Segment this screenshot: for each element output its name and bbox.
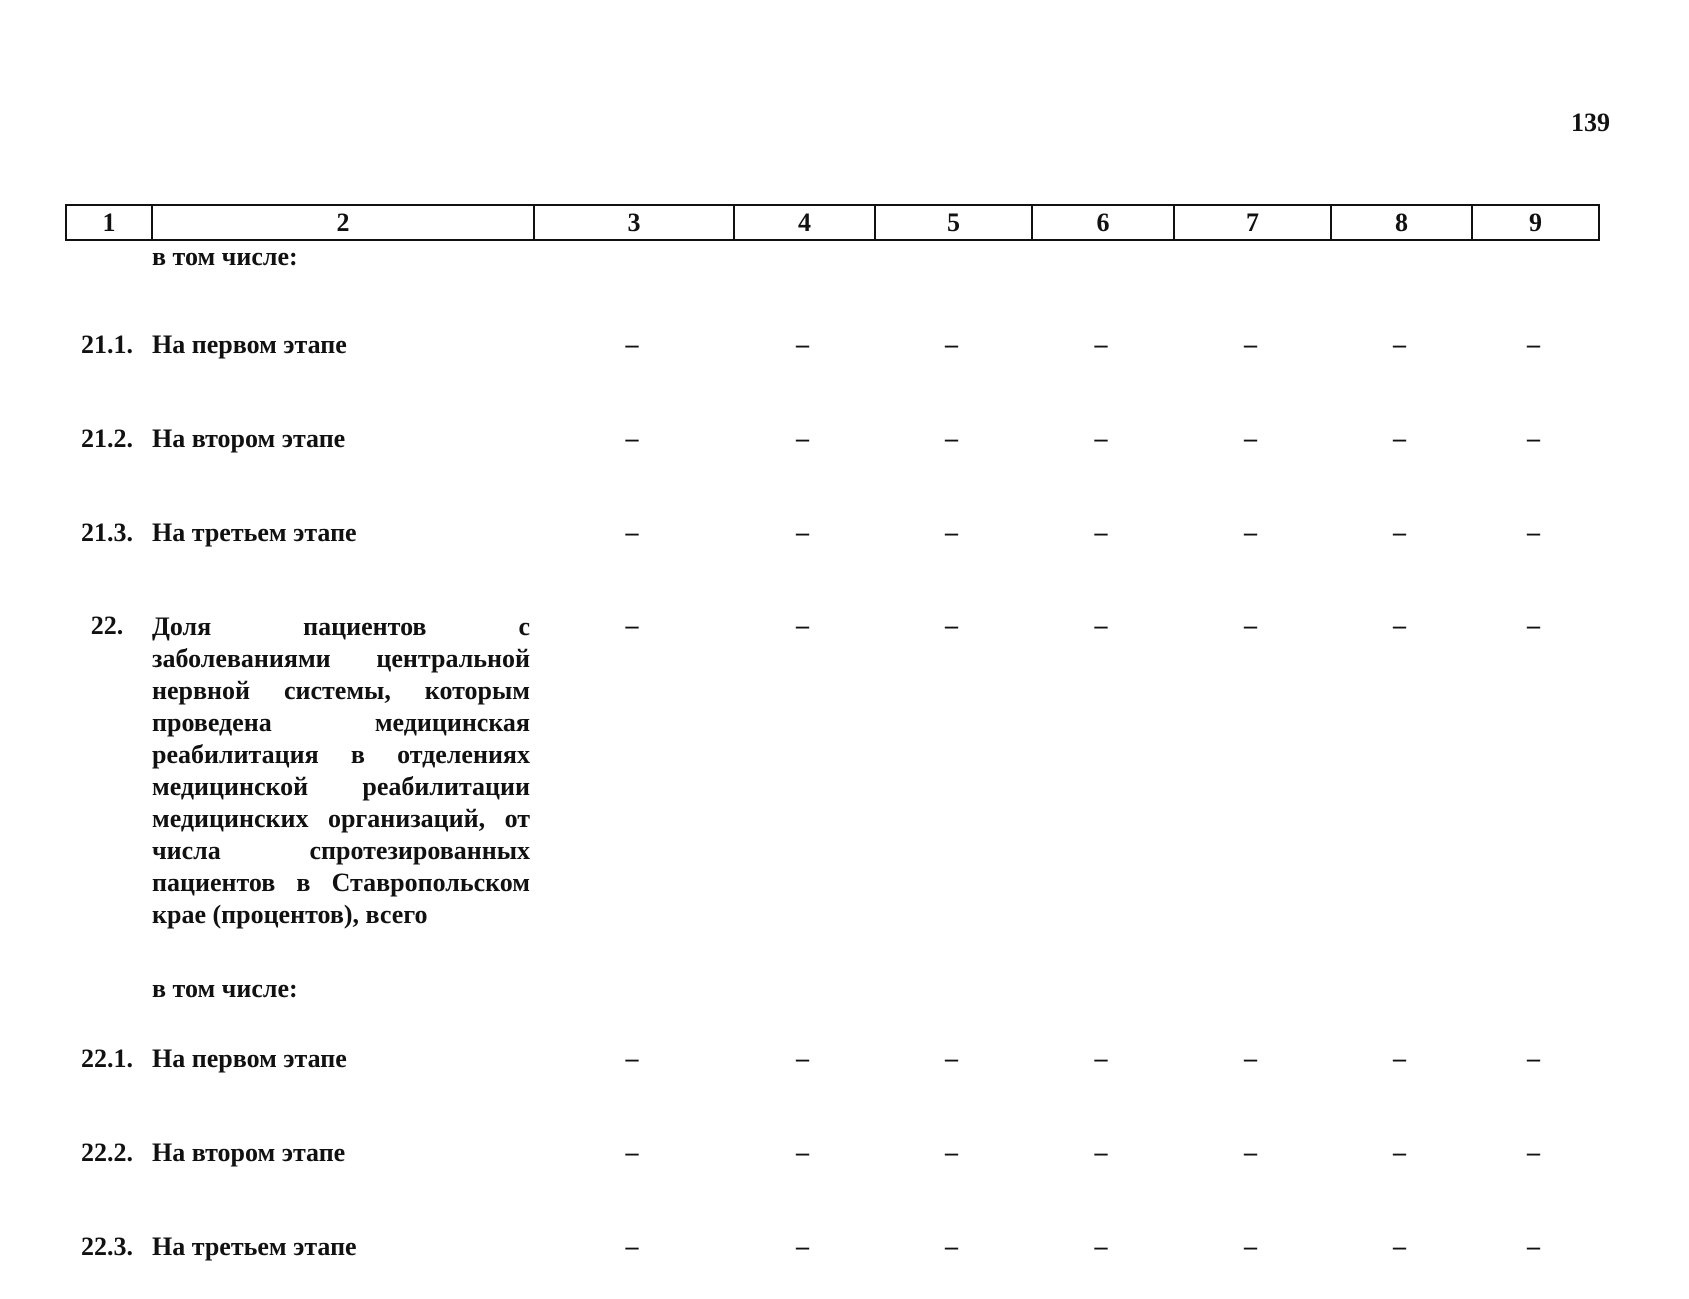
table-row <box>66 397 1599 491</box>
row-label: На первом этапе <box>152 330 347 359</box>
value-cell <box>875 240 1032 303</box>
table-row <box>66 585 1599 947</box>
row-label: в том числе: <box>152 974 298 1003</box>
value-cell: – <box>945 518 958 547</box>
row-number: 21.3. <box>81 518 133 547</box>
row-number: 22.2. <box>81 1138 133 1167</box>
value-cell: – <box>625 424 639 453</box>
indicator-table <box>65 204 1600 1299</box>
value-cell: – <box>1094 518 1108 547</box>
value-cell <box>1472 947 1599 1017</box>
table-row <box>66 1205 1599 1299</box>
value-cell: – <box>945 424 958 453</box>
value-cell: – <box>1094 1232 1108 1261</box>
value-cell: – <box>1393 424 1406 453</box>
value-cell: – <box>1244 1232 1257 1261</box>
value-cell: – <box>1527 1138 1540 1167</box>
page-number: 139 <box>1571 108 1610 137</box>
value-cell <box>534 240 734 303</box>
value-cell: – <box>1244 1044 1257 1073</box>
value-cell: – <box>945 611 958 640</box>
row-number: 21.2. <box>81 424 133 453</box>
value-cell: – <box>945 1232 958 1261</box>
value-cell: – <box>1527 330 1540 359</box>
table-row <box>66 303 1599 397</box>
row-label: На первом этапе <box>152 1044 347 1073</box>
value-cell: – <box>796 1232 809 1261</box>
row-number <box>66 947 152 1017</box>
value-cell: – <box>1244 611 1257 640</box>
value-cell: – <box>1527 518 1540 547</box>
column-header: 4 <box>734 205 875 240</box>
value-cell <box>1331 947 1472 1017</box>
value-cell: – <box>796 330 809 359</box>
value-cell: – <box>1527 1044 1540 1073</box>
row-label: Доля пациентов с заболеваниями центральной нервной системы, которым проведена медицинская реабилитация в отделениях медицинской реабилитации медицинских организаций, от числа спротезированных пациентов в Ставропольском крае (процентов), всего <box>152 612 530 929</box>
value-cell: – <box>796 518 809 547</box>
value-cell <box>1331 240 1472 303</box>
value-cell <box>734 947 875 1017</box>
column-header: 1 <box>66 205 152 240</box>
table-body <box>66 240 1599 1299</box>
value-cell: – <box>625 611 639 640</box>
value-cell: – <box>796 424 809 453</box>
value-cell <box>734 240 875 303</box>
value-cell: – <box>1393 518 1406 547</box>
value-cell: – <box>796 1138 809 1167</box>
value-cell: – <box>1244 424 1257 453</box>
value-cell <box>1472 240 1599 303</box>
value-cell <box>1174 947 1331 1017</box>
row-label: На втором этапе <box>152 424 346 453</box>
value-cell: – <box>1094 424 1108 453</box>
value-cell: – <box>796 611 809 640</box>
value-cell: – <box>625 1138 639 1167</box>
value-cell <box>1174 240 1331 303</box>
table-row <box>66 1111 1599 1205</box>
column-header: 9 <box>1472 205 1599 240</box>
value-cell <box>875 947 1032 1017</box>
value-cell: – <box>945 330 958 359</box>
value-cell <box>1032 947 1174 1017</box>
value-cell: – <box>796 1044 809 1073</box>
table-row <box>66 947 1599 1017</box>
row-number <box>66 240 152 303</box>
value-cell: – <box>1527 611 1540 640</box>
row-number: 21.1. <box>81 330 133 359</box>
value-cell: – <box>1393 1044 1406 1073</box>
column-header: 7 <box>1174 205 1331 240</box>
value-cell: – <box>1527 424 1540 453</box>
value-cell: – <box>1244 330 1257 359</box>
value-cell: – <box>1094 330 1108 359</box>
row-number: 22.3. <box>81 1232 133 1261</box>
row-label: На втором этапе <box>152 1138 346 1167</box>
column-header: 3 <box>534 205 734 240</box>
table-row <box>66 240 1599 303</box>
row-number: 22.1. <box>81 1044 133 1073</box>
table-header <box>66 205 1599 240</box>
table-row <box>66 1017 1599 1111</box>
column-header: 6 <box>1032 205 1174 240</box>
value-cell: – <box>625 1232 639 1261</box>
column-header: 5 <box>875 205 1032 240</box>
value-cell: – <box>625 330 639 359</box>
table-row <box>66 491 1599 585</box>
value-cell: – <box>1244 1138 1257 1167</box>
column-header: 2 <box>152 205 534 240</box>
value-cell: – <box>945 1138 958 1167</box>
value-cell: – <box>1094 611 1108 640</box>
value-cell: – <box>1393 611 1406 640</box>
row-label: в том числе: <box>152 242 298 271</box>
value-cell <box>1032 240 1174 303</box>
value-cell: – <box>1094 1044 1108 1073</box>
value-cell: – <box>945 1044 958 1073</box>
value-cell: – <box>625 518 639 547</box>
row-label: На третьем этапе <box>152 518 357 547</box>
column-header: 8 <box>1331 205 1472 240</box>
value-cell: – <box>1527 1232 1540 1261</box>
header-row <box>66 205 1599 240</box>
value-cell <box>534 947 734 1017</box>
value-cell: – <box>625 1044 639 1073</box>
value-cell: – <box>1244 518 1257 547</box>
value-cell: – <box>1393 330 1406 359</box>
row-label: На третьем этапе <box>152 1232 357 1261</box>
value-cell: – <box>1393 1232 1406 1261</box>
value-cell: – <box>1094 1138 1108 1167</box>
value-cell: – <box>1393 1138 1406 1167</box>
row-number: 22. <box>90 611 124 640</box>
